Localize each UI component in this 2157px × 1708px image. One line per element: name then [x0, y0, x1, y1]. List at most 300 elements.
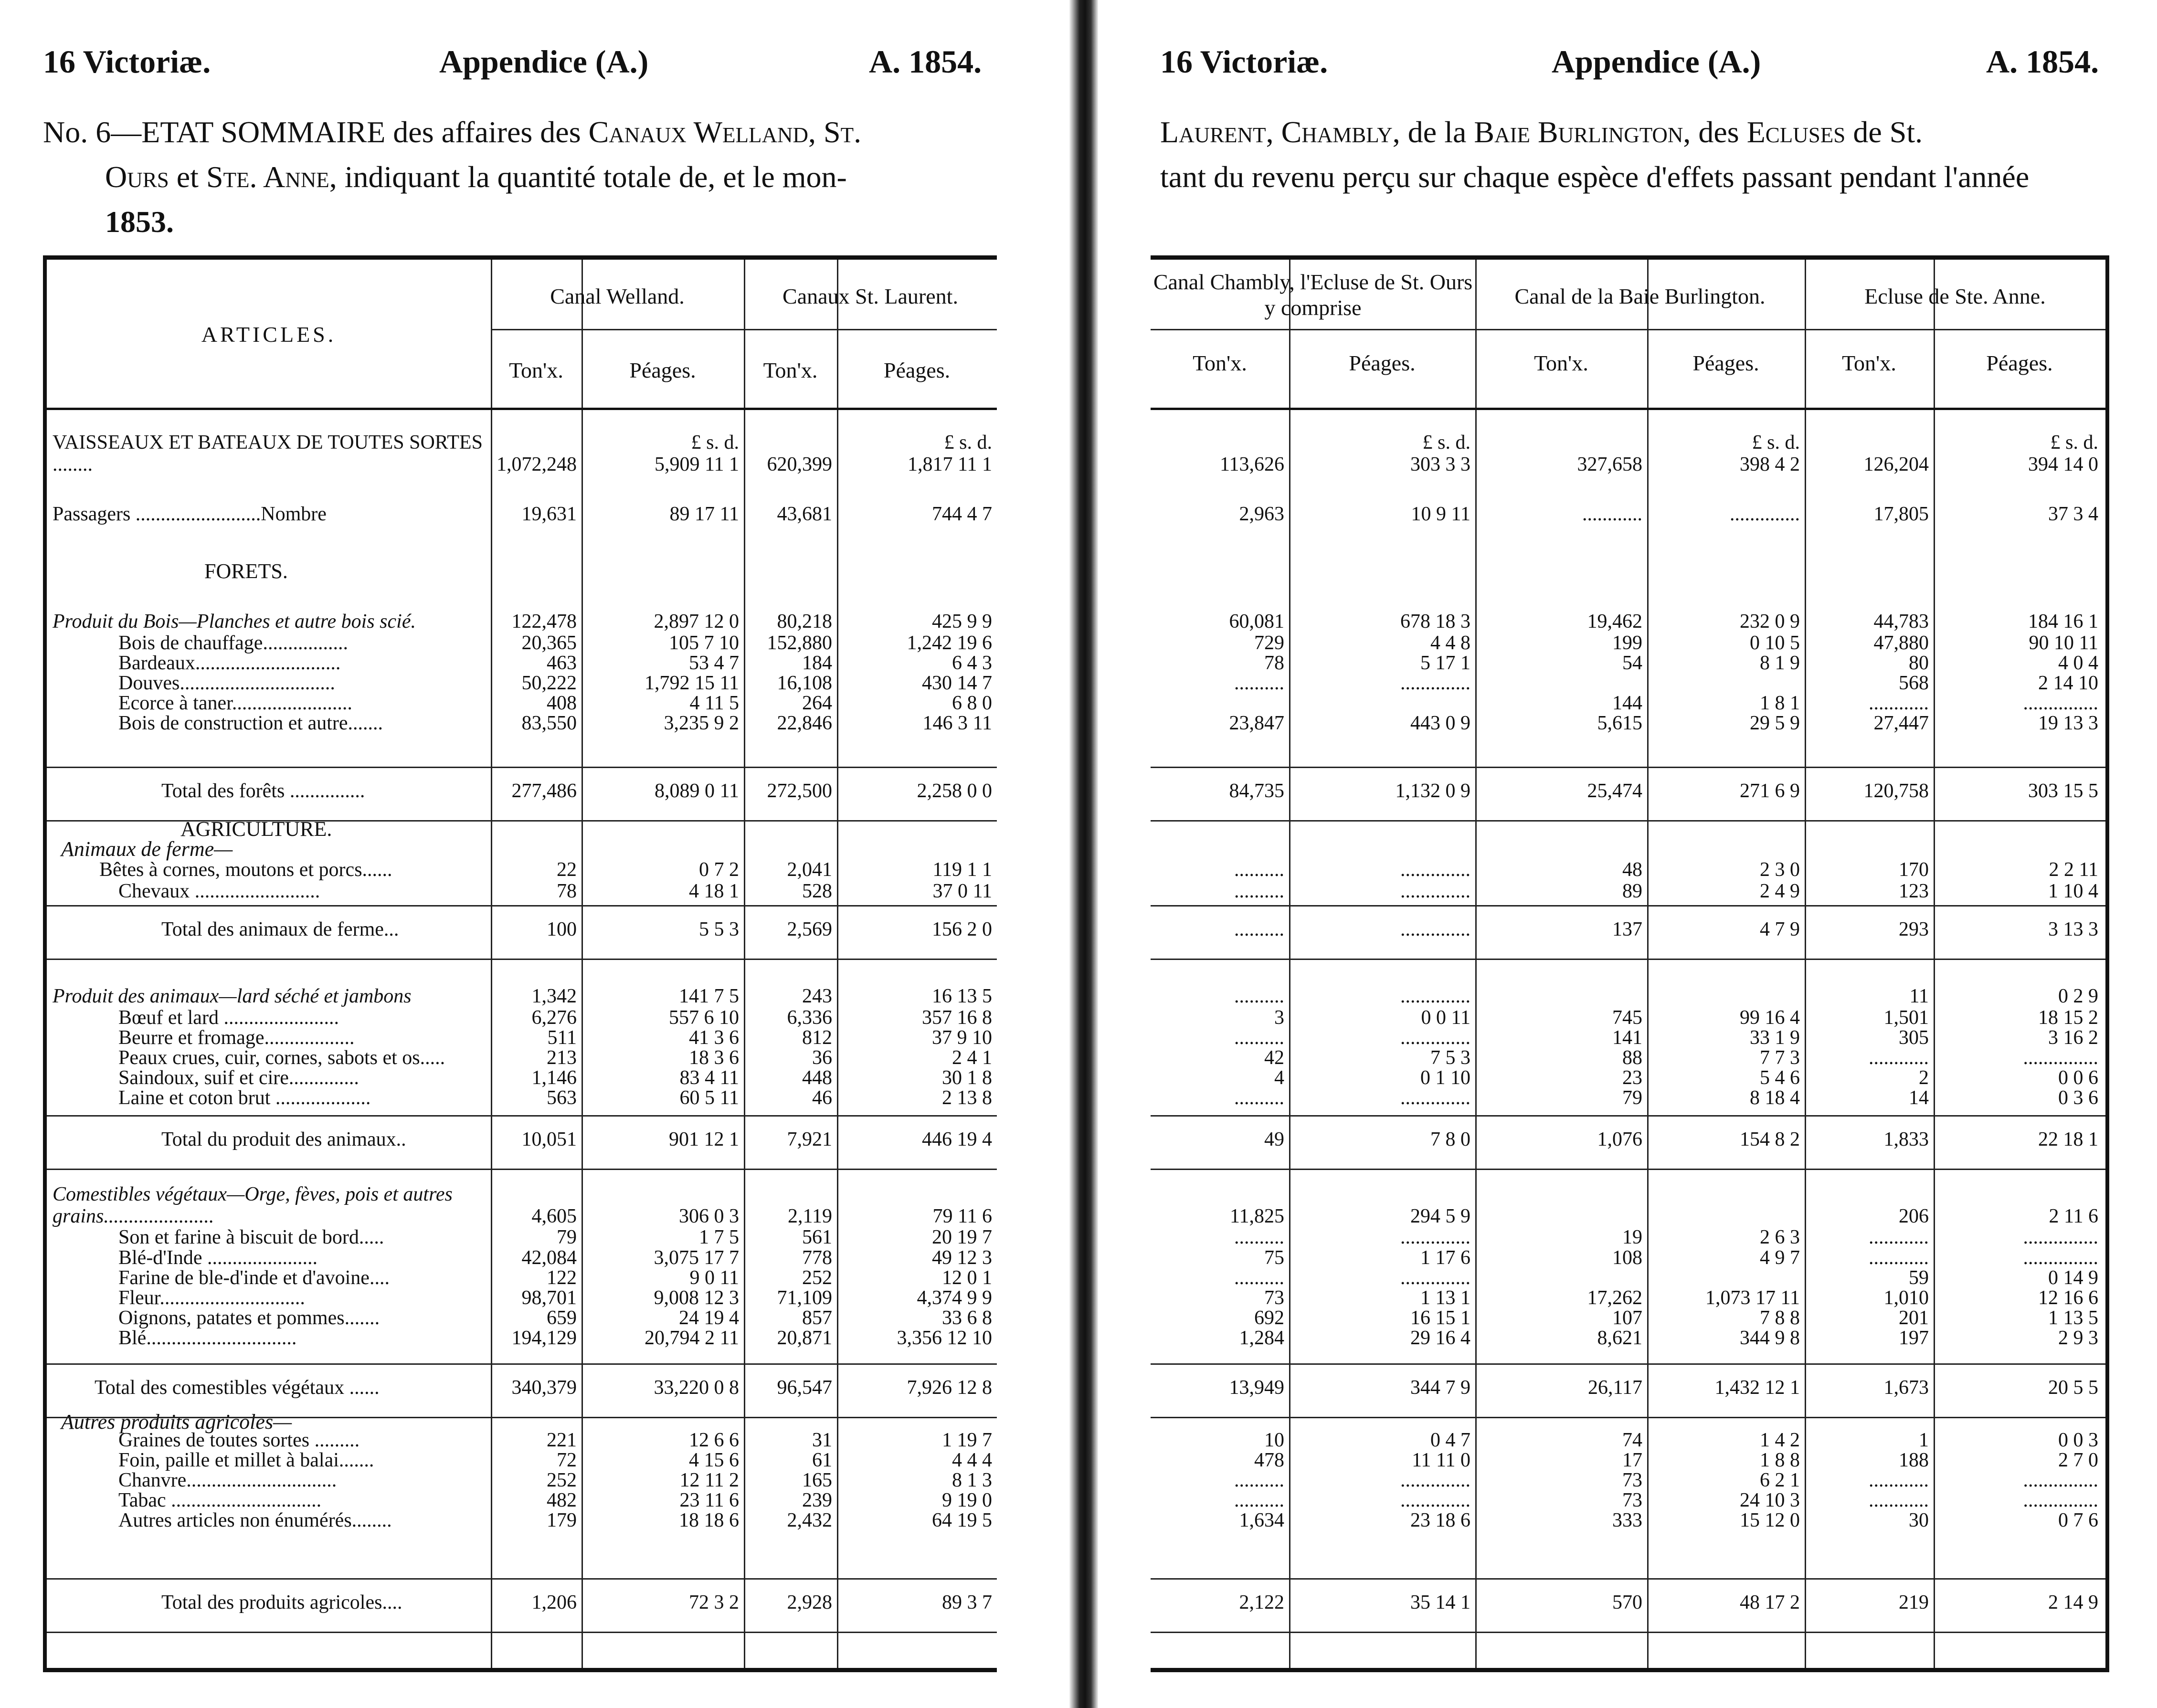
cell-a_t: 11 — [1909, 985, 1929, 1007]
running-head-center: Appendice (A.) — [439, 43, 649, 80]
cell-w_t: 83,550 — [521, 712, 577, 734]
cell-l_p: 2,258 0 0 — [917, 780, 992, 802]
cell-w_t: 79 — [557, 1226, 577, 1248]
table-row — [1151, 1489, 2105, 1511]
running-head-right: A. 1854. — [869, 43, 982, 80]
table-left — [43, 255, 997, 1672]
cell-b_t: 137 — [1612, 918, 1642, 940]
row-label: Bois de chauffage................. — [118, 632, 348, 654]
cell-l_t: 2,119 — [788, 1205, 832, 1227]
cell-a_t: 1 — [1919, 1429, 1929, 1451]
cell-l_p: 744 4 7 — [932, 503, 992, 525]
cell-b_p: 99 16 4 — [1740, 1007, 1800, 1029]
cell-a_p: 1 10 4 — [2048, 880, 2098, 902]
cell-l_p: 30 1 8 — [942, 1067, 992, 1089]
cell-a_p: 2 14 9 — [2048, 1592, 2098, 1613]
cell-b_p: 8 18 4 — [1750, 1087, 1800, 1109]
cell-w_t: 563 — [547, 1087, 577, 1109]
cell-l_t: 272,500 — [767, 780, 832, 802]
table-row — [47, 1128, 997, 1150]
cell-c_t: 113,626 — [1220, 453, 1284, 475]
row-label: Graines de toutes sortes ......... — [118, 1429, 360, 1451]
cell-b_t: 333 — [1612, 1509, 1642, 1531]
cell-w_p: 141 7 5 — [679, 985, 739, 1007]
row-label: Chevaux ......................... — [118, 880, 320, 902]
header-st-laurent: Canaux St. Laurent. — [782, 284, 958, 308]
cell-w_t: 1,146 — [531, 1067, 577, 1089]
cell-a_t: 1,501 — [1883, 1007, 1929, 1029]
table-row — [1151, 692, 2105, 714]
cell-a_p: 2 14 10 — [2038, 672, 2098, 694]
table-row — [1151, 1307, 2105, 1329]
cell-l_p: 2 4 1 — [952, 1047, 992, 1069]
cell-c_t: 3 — [1274, 1007, 1284, 1029]
cell-a_p: 2 11 6 — [2049, 1205, 2098, 1227]
cell-c_t: .......... — [1234, 880, 1284, 902]
cell-b_p: 7 7 3 — [1760, 1047, 1800, 1069]
cell-w_p: 24 19 4 — [679, 1307, 739, 1329]
cell-b_t: 327,658 — [1577, 453, 1642, 475]
cell-c_t: 78 — [1264, 652, 1284, 674]
cell-c_p: .............. — [1400, 918, 1470, 940]
cell-c_t: 60,081 — [1229, 611, 1284, 633]
cell-c_p: 303 3 3 — [1410, 453, 1470, 475]
cell-c_t: 4 — [1274, 1067, 1284, 1089]
cell-c_p: 23 18 6 — [1410, 1509, 1470, 1531]
cell-w_t: 1,342 — [531, 985, 577, 1007]
table-row — [47, 1469, 997, 1491]
table-row — [47, 692, 997, 714]
table-row — [47, 1287, 997, 1309]
cell-a_p: 0 7 6 — [2058, 1509, 2098, 1531]
row-label: Chanvre.............................. — [118, 1469, 337, 1491]
header-peages: Péages. — [1986, 351, 2053, 375]
cell-w_p: 9,008 12 3 — [654, 1287, 739, 1309]
table-row — [47, 780, 997, 802]
section-autres-produits: Autres produits agricoles— — [61, 1410, 292, 1434]
table-row — [1151, 1226, 2105, 1248]
cell-b_t: 1,076 — [1597, 1128, 1642, 1150]
cell-b_t: 17 — [1622, 1449, 1642, 1471]
cell-a_p: 18 15 2 — [2038, 1007, 2098, 1029]
cell-a_p: 0 2 9 — [2058, 985, 2098, 1007]
cell-a_t: ............ — [1869, 1247, 1929, 1269]
cell-a_p: 0 0 6 — [2058, 1067, 2098, 1089]
cell-c_p: 344 7 9 — [1410, 1377, 1470, 1399]
cell-c_t: .......... — [1234, 859, 1284, 881]
cell-b_p: 7 8 8 — [1760, 1307, 1800, 1329]
cell-b_p: 33 1 9 — [1750, 1027, 1800, 1049]
row-label: Farine de ble-d'inde et d'avoine.... — [118, 1267, 390, 1289]
cell-c_p: 10 9 11 — [1411, 503, 1470, 525]
cell-w_p: 901 12 1 — [669, 1128, 739, 1150]
cell-w_t: 659 — [547, 1307, 577, 1329]
cell-w_p: 3,075 17 7 — [654, 1247, 739, 1269]
cell-b_t: 570 — [1612, 1592, 1642, 1613]
cell-a_t: ............ — [1869, 1489, 1929, 1511]
header-peages: Péages. — [629, 358, 696, 382]
cell-a_t: 201 — [1899, 1307, 1929, 1329]
cell-c_p: 678 18 3 — [1400, 611, 1470, 633]
cell-a_p: 22 18 1 — [2038, 1128, 2098, 1150]
cell-l_t: 184 — [802, 652, 832, 674]
table-row — [47, 1267, 997, 1289]
cell-w_t: 179 — [547, 1509, 577, 1531]
cell-l_p: 156 2 0 — [932, 918, 992, 940]
cell-b_p: 24 10 3 — [1740, 1489, 1800, 1511]
cell-w_p: 20,794 2 11 — [645, 1327, 739, 1349]
cell-w_t: 42,084 — [521, 1247, 577, 1269]
cell-l_p: 7,926 12 8 — [907, 1377, 992, 1399]
cell-w_p: 0 7 2 — [699, 859, 739, 881]
header-articles: ARTICLES. — [201, 322, 337, 347]
row-label: Bardeaux............................. — [118, 652, 341, 674]
table-row — [1151, 1267, 2105, 1289]
cell-b_t: 48 — [1622, 859, 1642, 881]
row-label: Foin, paille et millet à balai....... — [118, 1449, 374, 1471]
cell-w_p: 12 11 2 — [679, 1469, 739, 1491]
row-label: Saindoux, suif et cire.............. — [118, 1067, 359, 1089]
cell-w_t: 72 — [557, 1449, 577, 1471]
cell-b_t: 19 — [1622, 1226, 1642, 1248]
cell-w_t: 277,486 — [511, 780, 577, 802]
cell-w_t: 213 — [547, 1047, 577, 1069]
cell-l_p: 89 3 7 — [942, 1592, 992, 1613]
cell-c_p: 7 8 0 — [1430, 1128, 1470, 1150]
cell-a_p: 2 9 3 — [2058, 1327, 2098, 1349]
table-row — [1151, 780, 2105, 802]
cell-w_t: 122 — [547, 1267, 577, 1289]
table-row — [1151, 672, 2105, 694]
cell-a_t: 120,758 — [1863, 780, 1929, 802]
cell-c_p: 443 0 9 — [1410, 712, 1470, 734]
cell-l_p: 446 19 4 — [922, 1128, 992, 1150]
cell-w_t: 50,222 — [521, 672, 577, 694]
row-label: Bois de construction et autre....... — [118, 712, 383, 734]
cell-l_t: 22,846 — [777, 712, 832, 734]
cell-a_t: 1,833 — [1883, 1128, 1929, 1150]
cell-c_p: 294 5 9 — [1410, 1205, 1470, 1227]
running-head-right: A. 1854. — [1986, 43, 2099, 80]
cell-c_t: .......... — [1234, 985, 1284, 1007]
cell-b_p: 1,073 17 11 — [1705, 1287, 1800, 1309]
cell-w_t: 463 — [547, 652, 577, 674]
cell-b_t: ............ — [1582, 503, 1642, 525]
cell-a_p: 184 16 1 — [2028, 611, 2098, 633]
cell-a_p: 4 0 4 — [2058, 652, 2098, 674]
cell-c_t: 729 — [1254, 632, 1284, 654]
cell-l_p: 2 13 8 — [942, 1087, 992, 1109]
row-label: Total des produits agricoles.... — [161, 1592, 402, 1613]
cell-w_p: 41 3 6 — [689, 1027, 739, 1049]
cell-b_t: 8,621 — [1597, 1327, 1642, 1349]
cell-l_p: 9 19 0 — [942, 1489, 992, 1511]
cell-a_p: 12 16 6 — [2038, 1287, 2098, 1309]
cell-w_t: 122,478 — [511, 611, 577, 633]
cell-w_p: 2,897 12 0 — [654, 611, 739, 633]
cell-l_p: 37 9 10 — [932, 1027, 992, 1049]
cell-b_p: 398 4 2 — [1740, 453, 1800, 475]
table-row — [47, 1247, 997, 1269]
cell-l_t: 2,569 — [787, 918, 832, 940]
header-tons: Ton'x. — [763, 358, 818, 382]
cell-l_t: 80,218 — [777, 611, 832, 633]
table-row — [47, 672, 997, 694]
table-title-continued: Laurent, Chambly, de la Baie Burlington, des Ecluses de St. tant du revenu perçu sur chaque espèce d'effets passant pendant l'année — [1160, 115, 2030, 194]
table-row — [1151, 1469, 2105, 1491]
row-label: Peaux crues, cuir, cornes, sabots et os..... — [118, 1047, 445, 1069]
cell-l_t: 243 — [802, 985, 832, 1007]
cell-l_p: 1,242 19 6 — [907, 632, 992, 654]
cell-c_p: 16 15 1 — [1410, 1307, 1470, 1329]
cell-b_p: 15 12 0 — [1740, 1509, 1800, 1531]
running-head-left: 16 Victoriæ. — [1160, 43, 1328, 80]
cell-c_t: .......... — [1234, 1226, 1284, 1248]
table-row — [1151, 1509, 2105, 1531]
header-burlington: Canal de la Baie Burlington. — [1514, 284, 1766, 308]
lsd-header: £ s. d. — [1422, 432, 1470, 453]
cell-a_p: 2 7 0 — [2058, 1449, 2098, 1471]
cell-a_p: ............... — [2023, 1047, 2098, 1069]
cell-l_t: 2,041 — [787, 859, 832, 881]
cell-c_p: 1,132 0 9 — [1395, 780, 1470, 802]
table-row — [47, 1047, 997, 1069]
cell-c_t: .......... — [1234, 1489, 1284, 1511]
cell-w_p: 105 7 10 — [669, 632, 739, 654]
cell-a_p: ............... — [2023, 1489, 2098, 1511]
cell-a_t: 2 — [1919, 1067, 1929, 1089]
row-label: Blé-d'Inde ...................... — [118, 1247, 318, 1269]
row-label: Produit des animaux—lard séché et jambons — [53, 985, 412, 1007]
cell-c_p: .............. — [1400, 1027, 1470, 1049]
table-row — [47, 859, 997, 881]
cell-l_t: 528 — [802, 880, 832, 902]
row-label: Oignons, patates et pommes....... — [118, 1307, 380, 1329]
cell-l_t: 6,336 — [787, 1007, 832, 1029]
cell-a_t: 27,447 — [1873, 712, 1929, 734]
header-tons: Ton'x. — [1534, 351, 1588, 375]
table-row — [1151, 1183, 2105, 1227]
lsd-header: £ s. d. — [2050, 432, 2098, 453]
table-row — [47, 1592, 997, 1613]
cell-b_t: 144 — [1612, 692, 1642, 714]
cell-c_t: 23,847 — [1229, 712, 1284, 734]
cell-l_t: 152,880 — [767, 632, 832, 654]
table-row — [1151, 712, 2105, 734]
cell-a_t: 126,204 — [1863, 453, 1929, 475]
cell-c_t: 49 — [1264, 1128, 1284, 1150]
cell-c_p: .............. — [1400, 880, 1470, 902]
cell-w_t: 98,701 — [521, 1287, 577, 1309]
cell-w_p: 72 3 2 — [689, 1592, 739, 1613]
cell-a_p: 37 3 4 — [2048, 503, 2098, 525]
cell-l_p: 12 0 1 — [942, 1267, 992, 1289]
cell-a_t: 14 — [1909, 1087, 1929, 1109]
cell-w_p: 8,089 0 11 — [655, 780, 739, 802]
table-row — [47, 712, 997, 734]
cell-w_p: 9 0 11 — [689, 1267, 739, 1289]
cell-a_p: 303 15 5 — [2028, 780, 2098, 802]
cell-c_p: 5 17 1 — [1420, 652, 1470, 674]
cell-l_p: 357 16 8 — [922, 1007, 992, 1029]
table-row — [1151, 1429, 2105, 1451]
cell-w_p: 557 6 10 — [669, 1007, 739, 1029]
table-right — [1151, 255, 2109, 1672]
cell-c_t: .......... — [1234, 1267, 1284, 1289]
cell-a_t: 80 — [1909, 652, 1929, 674]
cell-a_t: 44,783 — [1873, 611, 1929, 633]
table-row — [1151, 1449, 2105, 1471]
header-tons: Ton'x. — [509, 358, 563, 382]
cell-b_t: 19,462 — [1587, 611, 1642, 633]
table-row — [47, 1007, 997, 1029]
cell-a_t: 47,880 — [1873, 632, 1929, 654]
cell-c_p: .............. — [1400, 1489, 1470, 1511]
cell-b_t: 74 — [1622, 1429, 1642, 1451]
cell-l_t: 165 — [802, 1469, 832, 1491]
cell-c_t: 692 — [1254, 1307, 1284, 1329]
header-welland: Canal Welland. — [550, 284, 685, 308]
cell-b_p: 5 4 6 — [1760, 1067, 1800, 1089]
row-label: Total des animaux de ferme... — [161, 918, 399, 940]
table-row — [47, 632, 997, 654]
table-row — [47, 1377, 997, 1399]
table-row — [47, 1067, 997, 1089]
cell-w_p: 5 5 3 — [699, 918, 739, 940]
cell-b_p: 1,432 12 1 — [1714, 1377, 1800, 1399]
cell-a_p: 0 3 6 — [2058, 1087, 2098, 1109]
cell-c_t: 478 — [1254, 1449, 1284, 1471]
cell-c_t: 13,949 — [1229, 1377, 1284, 1399]
cell-l_t: 778 — [802, 1247, 832, 1269]
cell-b_p: 1 8 8 — [1760, 1449, 1800, 1471]
cell-l_t: 2,928 — [787, 1592, 832, 1613]
table-row — [47, 1327, 997, 1349]
cell-w_t: 10,051 — [521, 1128, 577, 1150]
table-row — [1151, 880, 2105, 902]
cell-l_p: 20 19 7 — [932, 1226, 992, 1248]
cell-l_p: 119 1 1 — [932, 859, 992, 881]
cell-c_t: 42 — [1264, 1047, 1284, 1069]
cell-a_t: 17,805 — [1873, 503, 1929, 525]
table-row — [1151, 1247, 2105, 1269]
cell-a_p: 0 0 3 — [2058, 1429, 2098, 1451]
cell-l_t: 252 — [802, 1267, 832, 1289]
header-chambly: Canal Chambly, l'Ecluse de St. Ours y comprise — [1153, 270, 1473, 320]
cell-b_p: 4 9 7 — [1760, 1247, 1800, 1269]
header-tons: Ton'x. — [1193, 351, 1247, 375]
cell-l_p: 430 14 7 — [922, 672, 992, 694]
cell-l_p: 6 4 3 — [952, 652, 992, 674]
cell-w_p: 60 5 11 — [679, 1087, 739, 1109]
running-head-left: 16 Victoriæ. — [43, 43, 211, 80]
cell-w_p: 12 6 6 — [689, 1429, 739, 1451]
row-label: Fleur............................. — [118, 1287, 305, 1309]
table-row — [47, 880, 997, 902]
cell-l_t: 61 — [812, 1449, 832, 1471]
table-row — [1151, 1377, 2105, 1399]
cell-w_t: 1,072,248 — [497, 453, 577, 475]
cell-b_p: .............. — [1730, 503, 1800, 525]
cell-w_t: 408 — [547, 692, 577, 714]
cell-a_p: 0 14 9 — [2048, 1267, 2098, 1289]
cell-a_t: 30 — [1909, 1509, 1929, 1531]
header-ste-anne: Ecluse de Ste. Anne. — [1864, 284, 2046, 308]
table-row — [1151, 1067, 2105, 1089]
cell-b_p: 29 5 9 — [1750, 712, 1800, 734]
cell-c_t: .......... — [1234, 1469, 1284, 1491]
cell-b_t: 88 — [1622, 1047, 1642, 1069]
table-row — [1151, 652, 2105, 674]
cell-c_p: 0 0 11 — [1421, 1007, 1470, 1029]
row-label: Passagers .........................Nombre — [53, 503, 327, 525]
cell-w_t: 20,365 — [521, 632, 577, 654]
row-label: Produit du Bois—Planches et autre bois scié. — [53, 611, 416, 633]
cell-a_t: ............ — [1869, 1047, 1929, 1069]
cell-l_p: 1,817 11 1 — [908, 453, 992, 475]
cell-c_t: .......... — [1234, 918, 1284, 940]
table-row — [1151, 1047, 2105, 1069]
cell-a_p: ............... — [2023, 1469, 2098, 1491]
cell-b_p: 4 7 9 — [1760, 918, 1800, 940]
cell-l_t: 96,547 — [777, 1377, 832, 1399]
row-label: Total des forêts ............... — [161, 780, 365, 802]
cell-b_p: 8 1 9 — [1760, 652, 1800, 674]
cell-a_t: 123 — [1899, 880, 1929, 902]
cell-l_p: 4,374 9 9 — [917, 1287, 992, 1309]
cell-w_p: 18 3 6 — [689, 1047, 739, 1069]
table-row — [1151, 918, 2105, 940]
cell-b_p: 48 17 2 — [1740, 1592, 1800, 1613]
cell-l_p: 64 19 5 — [932, 1509, 992, 1531]
cell-b_t: 54 — [1622, 652, 1642, 674]
table-row — [1151, 611, 2105, 633]
cell-b_t: 745 — [1612, 1007, 1642, 1029]
table-row — [1151, 1027, 2105, 1049]
row-label: Ecorce à taner........................ — [118, 692, 352, 714]
cell-w_t: 194,129 — [511, 1327, 577, 1349]
cell-w_t: 511 — [547, 1027, 577, 1049]
cell-b_p: 2 3 0 — [1760, 859, 1800, 881]
cell-b_t: 89 — [1622, 880, 1642, 902]
cell-c_p: 1 13 1 — [1420, 1287, 1470, 1309]
cell-b_p: 271 6 9 — [1740, 780, 1800, 802]
cell-a_p: ............... — [2023, 1247, 2098, 1269]
cell-c_p: .............. — [1400, 859, 1470, 881]
cell-l_p: 1 19 7 — [942, 1429, 992, 1451]
cell-w_t: 78 — [557, 880, 577, 902]
cell-c_t: 73 — [1264, 1287, 1284, 1309]
cell-b_p: 0 10 5 — [1750, 632, 1800, 654]
cell-l_t: 561 — [802, 1226, 832, 1248]
cell-l_t: 71,109 — [777, 1287, 832, 1309]
cell-b_t: 26,117 — [1588, 1377, 1642, 1399]
cell-a_p: 394 14 0 — [2028, 453, 2098, 475]
cell-a_p: 19 13 3 — [2038, 712, 2098, 734]
row-label: Laine et coton brut ................... — [118, 1087, 371, 1109]
cell-w_p: 33,220 0 8 — [654, 1377, 739, 1399]
row-label: Bœuf et lard ....................... — [118, 1007, 339, 1029]
table-row — [47, 652, 997, 674]
cell-l_p: 3,356 12 10 — [897, 1327, 992, 1349]
table-row — [47, 1027, 997, 1049]
cell-c_t: .......... — [1234, 1027, 1284, 1049]
row-label: Autres articles non énumérés........ — [118, 1509, 392, 1531]
header-peages: Péages. — [883, 358, 951, 382]
table-row — [47, 1489, 997, 1511]
section-animaux-ferme: Animaux de ferme— — [61, 837, 233, 861]
cell-w_t: 482 — [547, 1489, 577, 1511]
